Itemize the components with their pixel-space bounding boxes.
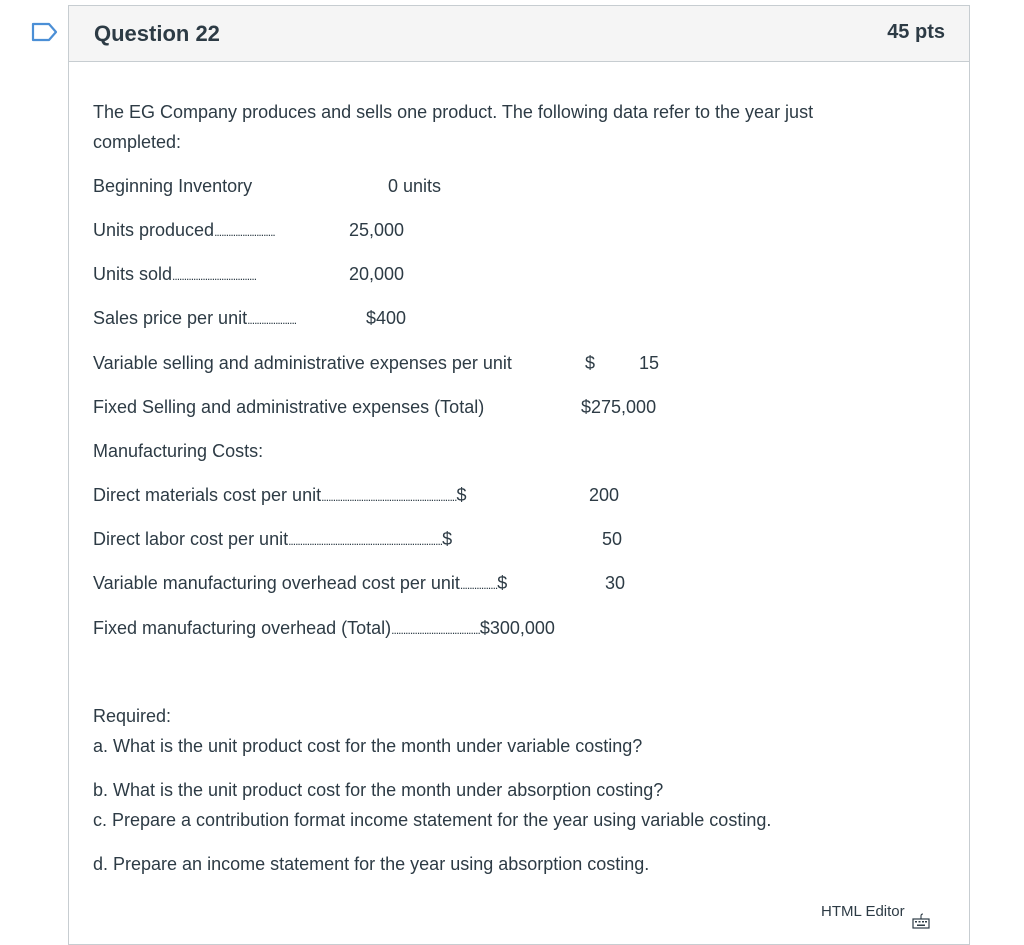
direct-materials-value: 200 — [589, 485, 620, 505]
var-overhead-value: 30 — [605, 573, 626, 593]
required-a: a. What is the unit product cost for the month under variable costing? — [93, 736, 643, 756]
var-selling-value: 15 — [639, 353, 660, 373]
beginning-inventory-value: 0 units — [388, 176, 442, 196]
required-heading: Required: — [93, 706, 172, 726]
units-sold-label: Units sold — [93, 264, 173, 284]
direct-labor-label: Direct labor cost per unit — [93, 529, 289, 549]
var-selling-currency: $ — [585, 353, 596, 373]
required-c: c. Prepare a contribution format income statement for the year using variable costing. — [93, 810, 772, 830]
direct-labor-dots: .................................................................. — [288, 534, 443, 548]
fixed-overhead-label: Fixed manufacturing overhead (Total) — [93, 618, 392, 638]
manufacturing-heading: Manufacturing Costs: — [93, 441, 264, 461]
sales-price-value: $400 — [366, 308, 407, 328]
direct-labor-value: 50 — [602, 529, 623, 549]
question-header — [69, 6, 969, 62]
question-card — [68, 5, 970, 945]
fixed-selling-value: $275,000 — [581, 397, 657, 417]
units-produced-dots: .......................... — [214, 225, 275, 239]
var-overhead-dots: ................ — [459, 578, 498, 592]
fixed-overhead-row — [93, 617, 555, 641]
sales-price-dots: ..................... — [247, 313, 297, 327]
var-overhead-label: Variable manufacturing overhead cost per unit — [93, 573, 460, 593]
beginning-inventory-label: Beginning Inventory — [93, 176, 253, 196]
units-produced-value: 25,000 — [349, 220, 405, 240]
units-sold-dots: .................................... — [172, 269, 257, 283]
units-produced-label: Units produced — [93, 220, 215, 240]
units-produced-row — [93, 219, 275, 243]
var-overhead-row — [93, 572, 507, 596]
units-sold-row — [93, 263, 256, 287]
sales-price-row — [93, 307, 296, 331]
question-points: 45 pts — [887, 21, 945, 43]
direct-materials-label: Direct materials cost per unit — [93, 485, 322, 505]
fixed-overhead-value: $300,000 — [479, 618, 555, 638]
direct-labor-currency: $ — [442, 529, 453, 549]
intro-line-1: The EG Company produces and sells one product. The following data refer to the year just — [93, 102, 814, 122]
fixed-selling-label: Fixed Selling and administrative expenses (Total) — [93, 397, 485, 417]
direct-materials-row — [93, 484, 466, 508]
direct-materials-dots: .......................................................... — [321, 490, 457, 504]
keyboard-icon[interactable] — [912, 913, 930, 929]
var-overhead-currency: $ — [497, 573, 508, 593]
units-sold-value: 20,000 — [349, 264, 405, 284]
fixed-overhead-dots: ...................................... — [391, 623, 480, 637]
required-d: d. Prepare an income statement for the year using absorption costing. — [93, 854, 650, 874]
required-b: b. What is the unit product cost for the month under absorption costing? — [93, 780, 664, 800]
intro-line-2: completed: — [93, 132, 182, 152]
direct-materials-currency: $ — [456, 485, 467, 505]
var-selling-label: Variable selling and administrative expenses per unit — [93, 353, 512, 373]
flag-question-icon[interactable] — [31, 22, 59, 42]
html-editor-link[interactable]: HTML Editor — [821, 903, 905, 920]
direct-labor-row — [93, 528, 452, 552]
sales-price-label: Sales price per unit — [93, 308, 248, 328]
question-title: Question 22 — [94, 21, 220, 46]
